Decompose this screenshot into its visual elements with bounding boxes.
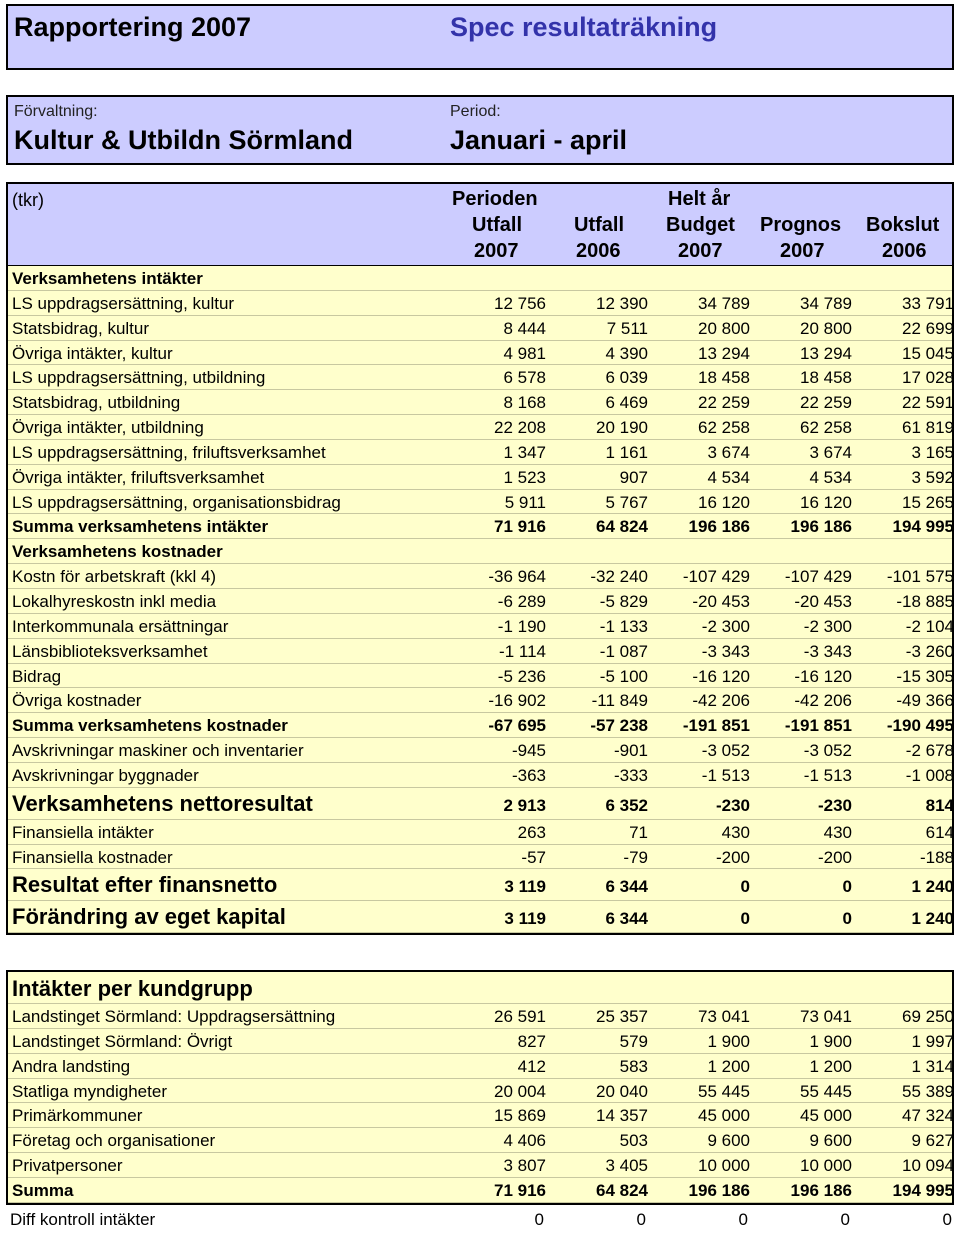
row-value: -3 343 [803,641,852,661]
row-value: 16 120 [698,492,750,512]
row-value: 71 916 [494,1180,546,1200]
unit-label: (tkr) [12,190,44,210]
row-value: -2 300 [803,616,852,636]
row-value: -230 [817,795,852,815]
row-value: 196 186 [790,517,852,537]
row-value: 73 041 [698,1007,750,1026]
row-value: -5 829 [599,591,648,611]
row-value: 64 824 [596,1180,648,1200]
row-label: Landstinget Sörmland: Uppdragsersättning [12,1007,336,1026]
row-value: -5 100 [599,666,648,686]
table-row [8,266,952,291]
row-label: Interkommunala ersättningar [12,616,229,636]
row-label: Verksamhetens nettoresultat [12,790,313,816]
row-value: 1 900 [707,1031,750,1051]
row-label: Statliga myndigheter [12,1081,167,1101]
row-value: 2 913 [503,795,546,815]
row-value: 3 807 [503,1156,546,1176]
row-value: 34 789 [800,293,852,313]
table-row [8,291,952,316]
row-value: 22 591 [902,393,954,413]
row-value: 263 [517,822,546,842]
table-row [8,1128,952,1153]
row-value: -57 238 [590,716,648,736]
row-value: 8 168 [503,393,546,413]
row-value: 10 094 [902,1156,954,1176]
row-value: -945 [511,741,546,761]
row-value: -2 104 [905,616,954,636]
diff-value: 0 [534,1210,544,1229]
row-value: 194 995 [892,1180,954,1200]
table-row [8,738,952,763]
report-header [6,4,954,70]
row-value: 47 324 [902,1106,954,1126]
row-value: 430 [721,822,750,842]
row-value: 34 789 [698,293,750,313]
row-label: Bidrag [12,666,62,686]
row-value: 45 000 [800,1106,852,1126]
row-value: 71 [629,822,648,842]
row-value: -1 114 [499,641,546,661]
row-label: Övriga intäkter, kultur [12,343,173,363]
row-value: 3 165 [911,442,954,462]
row-label: Företag och organisationer [12,1131,216,1151]
row-value: 1 240 [911,877,954,897]
row-value: 18 458 [698,368,750,388]
table-row [8,465,952,490]
row-value: 1 347 [503,442,546,462]
table-row [8,1178,952,1203]
row-label: Privatpersoner [12,1156,123,1176]
col5-header: Bokslut [866,214,940,236]
rows-container [8,266,952,933]
table-row [8,820,952,845]
row-value: 55 445 [698,1081,750,1101]
row-value: 26 591 [494,1007,546,1026]
row-value: -1 513 [701,765,750,785]
table-row [8,564,952,589]
row-value: 614 [925,822,954,842]
results-table [6,182,954,935]
row-value: 196 186 [790,1180,852,1200]
row-value: -1 008 [905,765,954,785]
row-value: 55 389 [902,1081,954,1101]
table-row [8,440,952,465]
row-value: 3 674 [707,442,750,462]
row-value: 1 997 [911,1031,954,1051]
row-value: 45 000 [698,1106,750,1126]
row-value: -191 851 [682,716,750,736]
col1-year: 2007 [474,240,519,262]
row-value: 9 627 [911,1131,954,1151]
row-value: 20 004 [494,1081,546,1101]
row-value: -200 [715,847,750,867]
row-value: 6 469 [605,393,648,413]
diff-value: 0 [840,1210,850,1229]
row-value: 9 600 [809,1131,852,1151]
diff-value: 0 [738,1210,748,1229]
row-value: -901 [613,741,648,761]
row-value: 22 259 [698,393,750,413]
table-row [8,1004,952,1029]
helt-ar-header: Helt år [668,188,731,210]
row-label: Statsbidrag, utbildning [12,393,181,413]
row-value: 196 186 [688,1180,750,1200]
row-value: 3 674 [809,442,852,462]
table-row [8,1103,952,1128]
row-value: -16 120 [794,666,852,686]
row-value: -3 260 [905,641,954,661]
row-value: 6 344 [605,877,648,897]
row-value: 22 208 [494,418,546,438]
row-value: 1 161 [605,442,648,462]
row-value: 33 791 [902,293,954,313]
row-value: 1 314 [911,1056,954,1076]
row-label: Övriga intäkter, friluftsverksamhet [12,467,265,487]
table-row [8,1054,952,1079]
row-value: -363 [511,765,546,785]
row-value: 194 995 [892,517,954,537]
row-value: 22 699 [902,318,954,338]
table-row [8,664,952,689]
customer-group-title-row [8,972,952,1004]
customer-group-title: Intäkter per kundgrupp [12,976,253,1001]
row-value: -67 695 [488,716,546,736]
row-value: 1 523 [503,467,546,487]
row-value: -18 885 [896,591,954,611]
customer-group-rows [8,1004,952,1203]
row-value: 3 592 [911,467,954,487]
row-value: 3 119 [504,877,546,897]
row-value: 0 [740,877,750,897]
col1-header: Utfall [472,214,522,236]
row-label: Summa verksamhetens intäkter [12,517,269,537]
table-row [8,365,952,390]
row-value: 907 [619,467,648,487]
row-value: 61 819 [902,418,954,438]
row-value: 4 534 [707,467,750,487]
row-label: Kostn för arbetskraft (kkl 4) [12,567,217,587]
row-value: -3 343 [701,641,750,661]
row-label: Övriga kostnader [12,691,142,711]
row-label: Avskrivningar maskiner och inventarier [12,741,304,761]
row-value: -190 495 [886,716,954,736]
row-value: 20 800 [800,318,852,338]
info-panel [6,95,954,165]
row-value: 827 [517,1031,546,1051]
col3-year: 2007 [678,240,723,262]
row-value: 8 444 [503,318,546,338]
row-value: 6 039 [605,368,648,388]
row-value: 73 041 [800,1007,852,1026]
table-row [8,490,952,515]
row-value: 6 578 [503,368,546,388]
table-row [8,589,952,614]
forvaltning-value: Kultur & Utbildn Sörmland [14,125,353,155]
row-label: LS uppdragsersättning, utbildning [12,368,266,388]
row-value: 14 357 [596,1106,648,1126]
row-label: Primärkommuner [12,1106,143,1126]
row-value: -200 [817,847,852,867]
table-row [8,845,952,870]
forvaltning-label: Förvaltning: [14,103,98,120]
report-subtitle: Spec resultaträkning [450,12,718,42]
row-value: 5 767 [605,492,648,512]
row-value: 20 040 [596,1081,648,1101]
table-row [8,1153,952,1178]
row-value: 4 390 [605,343,648,363]
row-value: -36 964 [488,567,546,587]
row-value: -5 236 [497,666,546,686]
row-value: -11 849 [591,691,648,711]
row-value: 13 294 [698,343,750,363]
row-value: -3 052 [803,741,852,761]
row-value: 4 534 [809,467,852,487]
row-value: 579 [619,1031,648,1051]
row-value: 20 190 [596,418,648,438]
row-value: 412 [517,1056,546,1076]
row-value: 25 357 [596,1007,648,1026]
table-row [8,639,952,664]
row-value: 55 445 [800,1081,852,1101]
perioden-header: Perioden [452,188,538,210]
row-value: -2 678 [905,741,954,761]
row-value: 0 [842,877,852,897]
table-row [8,415,952,440]
row-value: 62 258 [698,418,750,438]
row-value: -49 366 [896,691,954,711]
table-row [8,1029,952,1054]
row-value: -79 [623,847,648,867]
row-value: -2 300 [701,616,750,636]
row-value: -42 206 [794,691,852,711]
row-value: 62 258 [800,418,852,438]
customer-group-table [6,970,954,1205]
row-value: -101 575 [886,567,954,587]
row-value: 583 [619,1056,648,1076]
row-value: 430 [823,822,852,842]
table-row [8,763,952,788]
row-value: 0 [842,909,852,929]
row-label: Resultat efter finansnetto [12,872,278,898]
row-value: 71 916 [494,517,546,537]
table-row [8,341,952,366]
row-value: 1 200 [809,1056,852,1076]
row-label: Summa verksamhetens kostnader [12,716,288,736]
table-row [8,316,952,341]
diff-value: 0 [636,1210,646,1229]
diff-value: 0 [942,1210,952,1229]
row-value: -6 289 [497,591,546,611]
row-value: 503 [619,1131,648,1151]
col3-header: Budget [666,214,735,236]
table-row [8,614,952,639]
table-row [8,788,952,820]
row-value: -1 513 [803,765,852,785]
row-value: -3 052 [701,741,750,761]
row-value: 12 756 [494,293,546,313]
row-value: -230 [715,795,750,815]
row-value: 7 511 [606,318,648,338]
row-value: -20 453 [794,591,852,611]
period-label: Period: [450,103,501,120]
col2-year: 2006 [576,240,621,262]
table-row [8,869,952,901]
row-value: -16 120 [692,666,750,686]
row-label: LS uppdragsersättning, friluftsverksamhet [12,442,326,462]
row-value: 6 344 [605,909,648,929]
row-label: Övriga intäkter, utbildning [12,418,204,438]
row-value: 15 045 [902,343,954,363]
row-value: 18 458 [800,368,852,388]
row-label: Verksamhetens intäkter [12,269,203,288]
row-label: Landstinget Sörmland: Övrigt [12,1031,233,1051]
col4-header: Prognos [760,214,842,236]
row-value: 1 900 [809,1031,852,1051]
col5-year: 2006 [882,240,927,262]
row-value: 16 120 [800,492,852,512]
row-value: -107 429 [682,567,750,587]
period-value: Januari - april [450,125,628,155]
row-label: LS uppdragsersättning, kultur [12,293,235,313]
report-title: Rapportering 2007 [14,12,252,42]
row-value: 64 824 [596,517,648,537]
row-value: 10 000 [698,1156,750,1176]
row-value: 1 240 [911,909,954,929]
table-row [8,688,952,713]
diff-label: Diff kontroll intäkter [10,1210,156,1229]
row-label: Avskrivningar byggnader [12,765,199,785]
row-label: Finansiella kostnader [12,847,173,867]
col2-header: Utfall [574,214,624,236]
row-value: 1 200 [707,1056,750,1076]
row-value: 12 390 [596,293,648,313]
table-row [8,514,952,539]
row-value: -1 133 [599,616,648,636]
row-label: LS uppdragsersättning, organisationsbidrag [12,492,341,512]
row-value: -191 851 [784,716,852,736]
row-label: Verksamhetens kostnader [12,542,223,562]
row-label: Lokalhyreskostn inkl media [12,591,217,611]
row-value: 15 869 [494,1106,546,1126]
table-row [8,390,952,415]
row-value: -15 305 [896,666,954,686]
row-value: -188 [919,847,954,867]
column-header [8,184,952,266]
row-value: 3 119 [504,909,546,929]
row-value: -42 206 [692,691,750,711]
row-value: 22 259 [800,393,852,413]
row-value: -32 240 [590,567,648,587]
row-value: 10 000 [800,1156,852,1176]
row-label: Länsbiblioteksverksamhet [12,641,208,661]
table-row [8,713,952,738]
row-value: 9 600 [707,1131,750,1151]
table-row [8,1079,952,1104]
row-label: Statsbidrag, kultur [12,318,150,338]
row-value: 196 186 [688,517,750,537]
row-label: Summa [12,1180,74,1200]
row-value: -107 429 [784,567,852,587]
row-value: -1 087 [599,641,648,661]
row-value: 13 294 [800,343,852,363]
row-value: 5 911 [504,492,546,512]
diff-row [6,1208,954,1232]
row-value: -20 453 [692,591,750,611]
col4-year: 2007 [780,240,825,262]
table-row [8,901,952,933]
row-value: 17 028 [902,368,954,388]
row-value: 4 981 [503,343,546,363]
row-value: 4 406 [503,1131,546,1151]
row-value: -16 902 [488,691,546,711]
row-value: -1 190 [497,616,546,636]
row-value: 6 352 [605,795,648,815]
row-value: 3 405 [605,1156,648,1176]
row-label: Förändring av eget kapital [12,904,286,930]
row-label: Finansiella intäkter [12,822,154,842]
row-value: 69 250 [902,1007,954,1026]
row-value: 0 [740,909,750,929]
row-value: 15 265 [902,492,954,512]
row-value: 814 [925,795,954,815]
row-value: 20 800 [698,318,750,338]
row-label: Andra landsting [12,1056,131,1076]
row-value: -333 [613,765,648,785]
row-value: -57 [521,847,546,867]
table-row [8,539,952,564]
